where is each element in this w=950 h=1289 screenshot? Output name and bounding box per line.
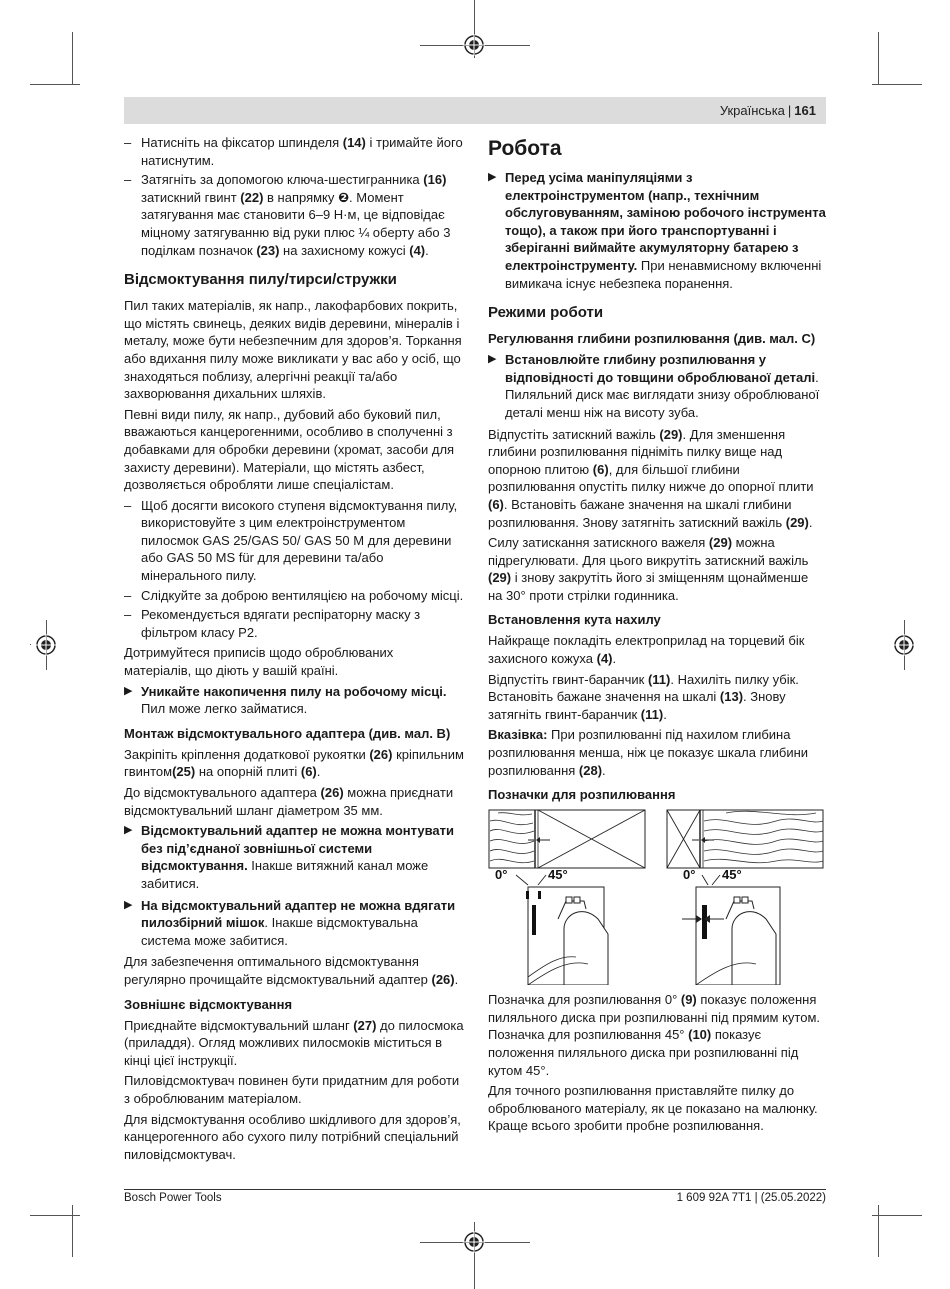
label-45-degree: 45° (722, 867, 742, 883)
paragraph: Для забезпечення оптимального відсмоктування регулярно прочищайте відсмоктувальний адаптер (26). (124, 954, 459, 987)
paragraph: Пил таких матеріалів, як напр., лакофарбових покрить, що містять свинець, деяких видів деревини, мінералів і металу, може бути небезпечним для здоров’я. Торкання або вдихання пилу може викликати у вас або у осіб, що знаходяться поблизу, алергічні реакції та/або захворювання дихальних шляхів. (124, 298, 462, 402)
crop-mark (878, 1205, 879, 1257)
section-heading: Режими роботи (488, 304, 604, 322)
subsection-heading: Встановлення кута нахилу (488, 612, 661, 628)
figure-0-degree (488, 809, 646, 985)
paragraph: Для відсмоктування особливо шкідливого для здоров’я, канцерогенного або сухого пилу потрібний спеціальний пиловідсмоктувач. (124, 1111, 461, 1162)
paragraph: Для точного розпилювання приставляйте пилку до оброблюваного матеріалу, як це показано на малюнку. Краще всього зробити пробне розпилювання. (488, 1083, 818, 1134)
paragraph: Відпустіть гвинт-баранчик (11). Нахиліть пилку убік. Встановіть бажане значення на шкалі (13). Знову затягніть гвинт-баранчик (11). (488, 671, 799, 722)
steps-list (124, 134, 464, 259)
crop-mark (872, 1215, 922, 1216)
paragraph: Силу затискання затискного важеля (29) можна підрегулювати. Для цього викрутіть затискний важіль (29) і знову закрутіть його зі зміщенням щонайменше на 30° проти стрілки годинника. (488, 535, 809, 603)
section-heading: Відсмоктування пилу/тирси/стружки (124, 271, 397, 289)
crop-mark (30, 1215, 80, 1216)
paragraph: Найкраще покладіть електроприлад на торцевий бік захисного кожуха (4). (488, 633, 805, 667)
paragraph: Певні види пилу, як напр., дубовий або буковий пил, вважаються канцерогенними, особливо в сполученні з добавками для обробки деревини (хромат, засоби для захисту деревини). Матеріали, що містять азбест, дозволяється обробляти лише спеціалістам. (124, 406, 455, 493)
paragraph: Дотримуйтеся приписів щодо оброблюваних матеріалів, що діють у вашій країні. (124, 645, 394, 679)
registration-target-icon (463, 34, 485, 56)
figure-45-degree (666, 809, 824, 985)
crop-mark (30, 84, 80, 85)
label-45-degree: 45° (548, 867, 568, 883)
warning-item (488, 169, 826, 292)
label-0-degree: 0° (683, 867, 696, 883)
warning-text: Уникайте накопичення пилу на робочому місці. Пил може легко займатися. (141, 683, 447, 717)
saw-45-degree-illustration (666, 809, 824, 985)
saw-0-degree-illustration (488, 809, 646, 985)
paragraph: Пиловідсмоктувач повинен бути придатним для роботи з оброблюваним матеріалом. (124, 1073, 460, 1106)
subsection-heading: Позначки для розпилювання (488, 787, 676, 803)
paragraph: Закріпіть кріплення додаткової рукоятки (26) кріпильним гвинтом(25) на опорній плиті (6). (124, 746, 464, 780)
warning-text: На відсмоктувальний адаптер не можна вдягати пилозбірний мішок. Інакше відсмоктувальна система може забитися. (141, 897, 456, 948)
paragraph: До відсмоктувального адаптера (26) можна приєднати відсмоктувальний шланг діаметром 35 мм. (124, 785, 454, 818)
right-column (488, 134, 826, 1138)
crop-mark (30, 644, 31, 645)
list-item: – Натисніть на фіксатор шпинделя (14) і тримайте його натиснутим. (124, 134, 464, 169)
list-item: – Затягніть за допомогою ключа-шестигранника (16) затискний гвинт (22) в напрямку ❷. Момент затягування має становити 6–9 Н·м, це відповідає міцному затягуванню від руки плюс ¼ оберту або 3 поділкам позначок (23) на захисному кожусі (4). (124, 171, 464, 259)
paragraph: Вказівка: При розпилюванні під нахилом глибина розпилювання менша, ніж це показує шкала глибини розпилювання (28). (488, 727, 809, 778)
list-item: – Рекомендується вдягати респіраторну маску з фільтром класу P2. (124, 606, 464, 641)
arrow-icon: ▶ (124, 824, 133, 837)
dust-list (124, 497, 464, 642)
footer-doc-id: 1 609 92A 7T1 | (25.05.2022) (676, 1192, 826, 1204)
cutting-marks-figures (488, 809, 826, 987)
arrow-icon: ▶ (488, 353, 497, 366)
subsection-heading: Регулювання глибини розпилювання (див. мал. C) (488, 331, 816, 347)
subsection-heading: Зовнішнє відсмоктування (124, 996, 293, 1012)
label-0-degree: 0° (495, 867, 508, 883)
page-header (124, 97, 826, 124)
header-text: Українська | 161 (719, 103, 816, 118)
footer-publisher: Bosch Power Tools (124, 1192, 222, 1204)
arrow-icon: ▶ (124, 898, 133, 911)
crop-mark (72, 1205, 73, 1257)
arrow-icon: ▶ (488, 171, 497, 183)
crop-mark (878, 32, 879, 84)
warning-text: Перед усіма маніпуляціями з електроінструментом (напр., технічним обслуговуванням, заміною робочого інструмента тощо), а також при його транспортуванні і зберіганні виймайте акумуляторну батарею з електроінструменту. При ненавмисному включенні вимикача існує небезпека поранення. (505, 170, 826, 291)
paragraph: Позначка для розпилювання 0° (9) показує положення пиляльного диска при розпилюванні під прямим кутом. Позначка для розпилювання 45° (10) показує положення пиляльного диска при розпилюванні під кутом 45°. (488, 992, 821, 1078)
arrow-icon: ▶ (124, 684, 133, 697)
list-item: – Слідкуйте за доброю вентиляцією на робочому місці. (124, 587, 464, 605)
warning-text: Відсмоктувальний адаптер не можна монтувати без під’єднаної зовнішньої системи відсмоктування. Інакше витяжний канал може забитися. (141, 823, 454, 891)
registration-target-icon (463, 1231, 485, 1253)
registration-target-icon (35, 634, 57, 656)
page-number: 161 (794, 103, 816, 118)
footer-rule (124, 1189, 826, 1190)
paragraph: Приєднайте відсмоктувальний шланг (27) до пилосмока (приладдя). Огляд можливих пилосмоків міститься в кінці цієї інструкції. (124, 1017, 464, 1068)
left-column (124, 134, 464, 1166)
warning-item (124, 897, 464, 950)
warning-item (124, 822, 464, 892)
section-title: Робота (488, 137, 562, 160)
paragraph: Відпустіть затискний важіль (29). Для зменшення глибини розпилювання підніміть пилку вище над опорною плитою (6), для більшої глибини розпилювання опустіть пилку нижче до опорної плити (6). Встановіть бажане значення на шкалі глибини розпилювання. Знову затягніть затискний важіль (29). (488, 426, 814, 530)
warning-text: Встановлюйте глибину розпилювання у відповідності до товщини оброблюваної деталі. Пиляльний диск має виглядати знизу оброблюваної деталі менш ніж на висоту зуба. (505, 352, 820, 420)
subsection-heading: Монтаж відсмоктувального адаптера (див. мал. B) (124, 725, 451, 741)
crop-mark (72, 32, 73, 84)
warning-item (488, 351, 826, 421)
header-language: Українська (719, 103, 785, 118)
registration-target-icon (893, 634, 915, 656)
list-item: – Щоб досягти високого ступеня відсмоктування пилу, використовуйте з цим електроінструментом пилосмок GAS 25/GAS 50/ GAS 50 M для деревини або GAS 50 MS für для деревини та/або мінерального пилу. (124, 497, 464, 585)
warning-item (124, 683, 464, 718)
crop-mark (872, 84, 922, 85)
